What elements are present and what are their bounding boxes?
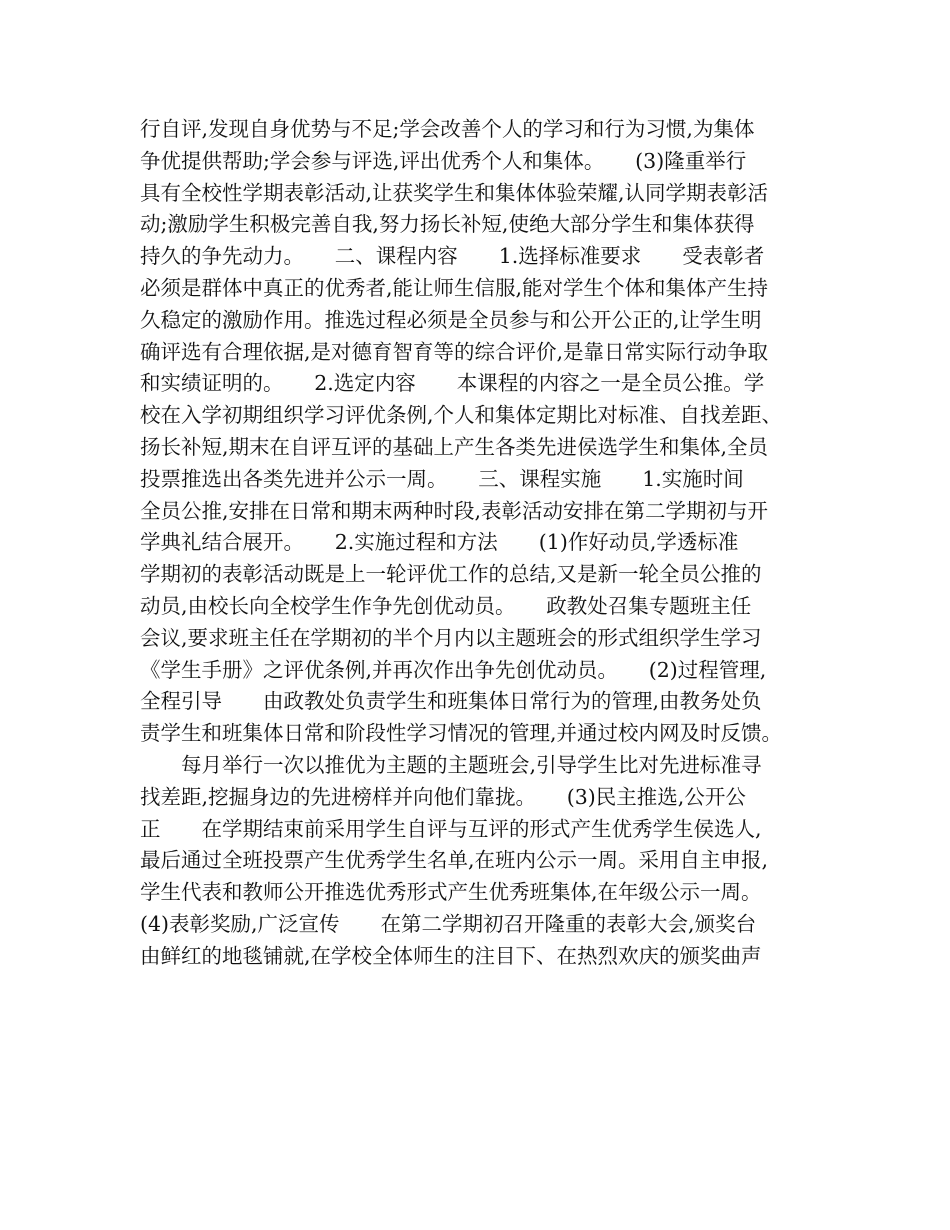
text-line: 全员公推,安排在日常和期末两种时段,表彰活动安排在第二学期初与开	[140, 498, 769, 523]
text-line: 持久的争先动力。 二、课程内容 1.选择标准要求 受表彰者	[140, 244, 765, 269]
text-line: 久稳定的激励作用。推选过程必须是全员参与和公开公正的,让学生明	[140, 307, 762, 332]
text-line: 行自评,发现自身优势与不足;学会改善个人的学习和行为习惯,为集体	[140, 117, 755, 141]
text-line: 责学生和班集体日常和阶段性学习情况的管理,并通过校内网及时反馈。	[140, 721, 783, 746]
text-line: 争优提供帮助;学会参与评选,评出优秀个人和集体。 (3)隆重举行	[140, 148, 747, 173]
text-line: 学生代表和教师公开推选优秀形式产生优秀班集体,在年级公示一周。	[140, 880, 762, 905]
text-line: 全程引导 由政教处负责学生和班集体日常行为的管理,由教务处负	[140, 689, 762, 714]
text-line: 由鲜红的地毯铺就,在学校全体师生的注目下、在热烈欢庆的颁奖曲声	[140, 943, 762, 968]
text-line: 会议,要求班主任在学期初的半个月内以主题班会的形式组织学生学习	[140, 625, 762, 650]
text-line: 必须是群体中真正的优秀者,能让师生信服,能对学生个体和集体产生持	[140, 275, 769, 300]
text-line: 每月举行一次以推优为主题的主题班会,引导学生比对先进标准寻	[140, 752, 762, 777]
text-line: 找差距,挖掘身边的先进榜样并向他们靠拢。 (3)民主推选,公开公	[140, 784, 746, 809]
text-line: 正 在学期结束前采用学生自评与互评的形式产生优秀学生侯选人,	[140, 816, 762, 841]
text-line: (4)表彰奖励,广泛宣传 在第二学期初召开隆重的表彰大会,颁奖台	[140, 911, 757, 936]
text-line: 动员,由校长向全校学生作争先创优动员。 政教处召集专题班主任	[140, 593, 752, 618]
text-line: 学典礼结合展开。 2.实施过程和方法 (1)作好动员,学透标准	[140, 530, 739, 555]
text-line: 动;激励学生积极完善自我,努力扬长补短,使绝大部分学生和集体获得	[140, 212, 755, 237]
text-line: 投票推选出各类先进并公示一周。 三、课程实施 1.实施时间	[140, 466, 744, 491]
text-line: 校在入学初期组织学习评优条例,个人和集体定期比对标准、自找差距、	[140, 403, 783, 428]
body-text	[140, 114, 840, 973]
text-line: 《学生手册》之评优条例,并再次作出争先创优动员。 (2)过程管理,	[140, 657, 767, 682]
text-line: 确评选有合理依据,是对德育智育等的综合评价,是靠日常实际行动争取	[140, 339, 769, 364]
text-line: 具有全校性学期表彰活动,让获奖学生和集体体验荣耀,认同学期表彰活	[140, 180, 769, 205]
text-line: 学期初的表彰活动既是上一轮评优工作的总结,又是新一轮全员公推的	[140, 562, 762, 587]
text-line: 最后通过全班投票产生优秀学生名单,在班内公示一周。采用自主申报,	[140, 848, 769, 873]
text-line: 和实绩证明的。 2.选定内容 本课程的内容之一是全员公推。学	[140, 371, 765, 396]
text-line: 扬长补短,期末在自评互评的基础上产生各类先进侯选学生和集体,全员	[140, 434, 769, 459]
